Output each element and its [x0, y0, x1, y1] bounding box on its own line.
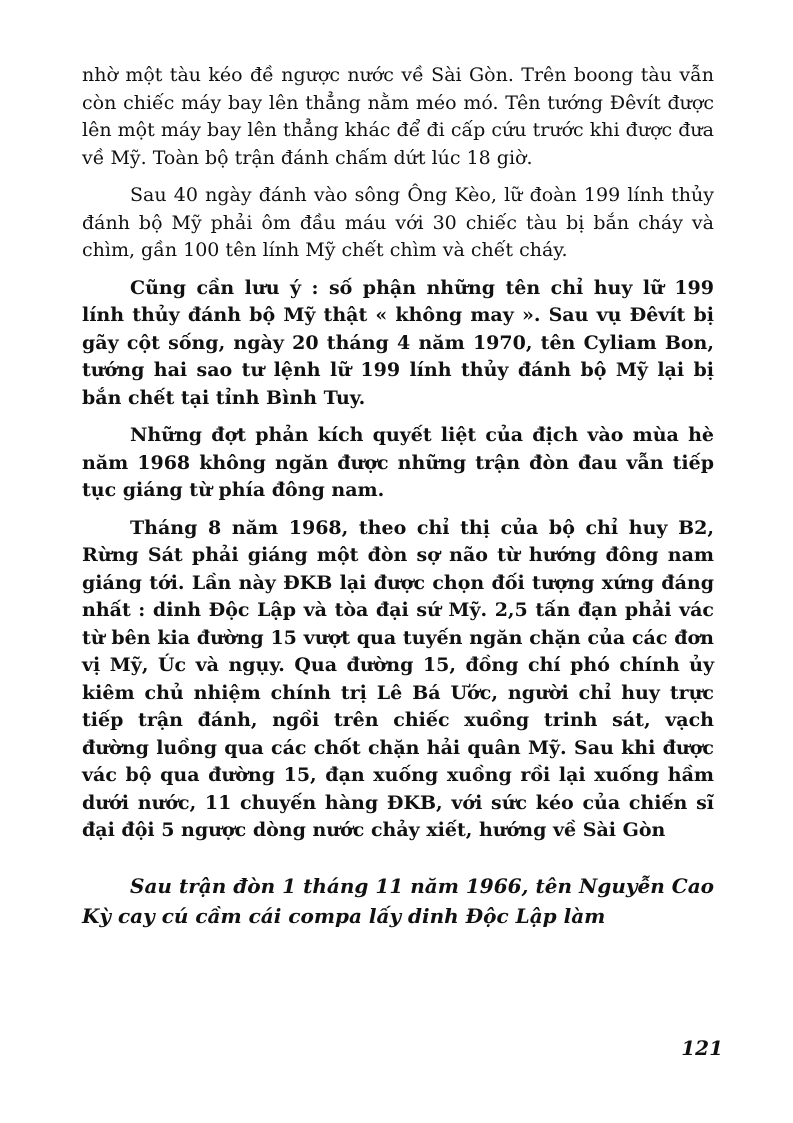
paragraph-1: nhờ một tàu kéo đề ngược nước về Sài Gòn. Trên boong tàu vẫn còn chiếc máy bay lên thẳng nằm méo mó. Tên tướng Đêvít được lên một máy bay lên thẳng khác để đi cấp cứu trước khi được đưa về Mỹ. Toàn bộ trận đánh chấm dứt lúc 18 giờ.: [82, 64, 714, 169]
page-number: 121: [681, 1036, 723, 1060]
paragraph-4: Những đợt phản kích quyết liệt của địch vào mùa hè năm 1968 không ngăn được những trận đòn đau vẫn tiếp tục giáng từ phía đông nam.: [82, 424, 714, 501]
paragraph-3: Cũng cần lưu ý : số phận những tên chỉ huy lữ 199 lính thủy đánh bộ Mỹ thật « không may ». Sau vụ Đêvít bị gãy cột sống, ngày 20 tháng 4 năm 1970, tên Cyliam Bon, tướng hai sao tư lệnh lữ 199 lính thủy đánh bộ Mỹ lại bị bắn chết tại tỉnh Bình Tuy.: [82, 276, 714, 409]
document-page: [82, 62, 714, 931]
paragraph-6: Sau trận đòn 1 tháng 11 năm 1966, tên Nguyễn Cao Kỳ cay cú cầm cái compa lấy dinh Độc Lập làm: [82, 873, 714, 928]
paragraph-2: Sau 40 ngày đánh vào sông Ông Kèo, lữ đoàn 199 lính thủy đánh bộ Mỹ phải ôm đầu máu với 30 chiếc tàu bị bắn cháy và chìm, gần 100 tên lính Mỹ chết chìm và chết cháy.: [82, 184, 714, 261]
paragraph-5: Tháng 8 năm 1968, theo chỉ thị của bộ chỉ huy B2, Rừng Sát phải giáng một đòn sợ não từ hướng đông nam giáng tới. Lần này ĐKB lại được chọn đối tượng xứng đáng nhất : dinh Độc Lập và tòa đại sứ Mỹ. 2,5 tấn đạn phải vác từ bên kia đường 15 vượt qua tuyến ngăn chặn của các đơn vị Mỹ, Úc và ngụy. Qua đường 15, đồng chí phó chính ủy kiêm chủ nhiệm chính trị Lê Bá Ước, người chỉ huy trực tiếp trận đánh, ngồi trên chiếc xuồng trinh sát, vạch đường luồng qua các chốt chặn hải quân Mỹ. Sau khi được vác bộ qua đường 15, đạn xuống xuồng rồi lại xuống hầm dưới nước, 11 chuyến hàng ĐKB, với sức kéo của chiến sĩ đại đội 5 ngược dòng nước chảy xiết, hướng về Sài Gòn: [82, 516, 714, 841]
